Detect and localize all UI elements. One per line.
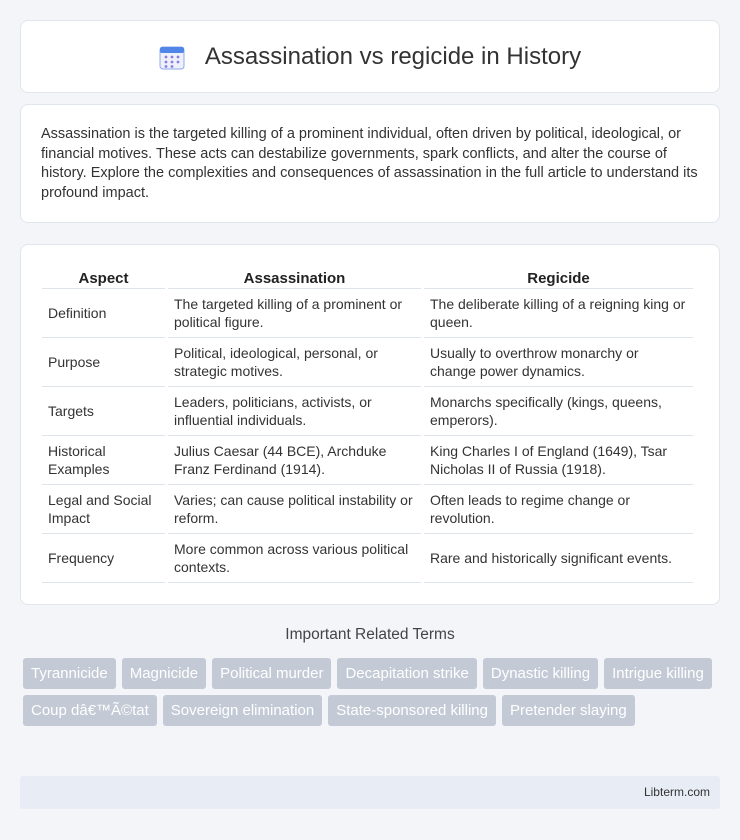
- comparison-table-card: [20, 244, 720, 605]
- related-term-tag[interactable]: Sovereign elimination: [163, 695, 322, 726]
- row-assassination: Leaders, politicians, activists, or influential individuals.: [168, 387, 421, 436]
- table-row: [42, 387, 693, 436]
- related-term-tag[interactable]: Intrigue killing: [604, 658, 712, 689]
- title-wrap: [159, 43, 581, 71]
- related-term-tag[interactable]: Magnicide: [122, 658, 206, 689]
- related-term-tag[interactable]: Political murder: [212, 658, 331, 689]
- row-aspect: Legal and Social Impact: [42, 485, 165, 534]
- related-term-tag[interactable]: Tyrannicide: [23, 658, 116, 689]
- table-row: [42, 338, 693, 387]
- row-aspect: Targets: [42, 387, 165, 436]
- footer-site-link[interactable]: Libterm.com: [643, 785, 710, 799]
- related-term-tag[interactable]: State-sponsored killing: [328, 695, 496, 726]
- row-regicide: Rare and historically significant events.: [424, 534, 693, 583]
- row-assassination: Political, ideological, personal, or strategic motives.: [168, 338, 421, 387]
- row-assassination: Varies; can cause political instability or reform.: [168, 485, 421, 534]
- header-regicide: Regicide: [424, 263, 693, 289]
- related-term-tag[interactable]: Pretender slaying: [502, 695, 635, 726]
- row-assassination: The targeted killing of a prominent or political figure.: [168, 289, 421, 338]
- header-aspect: Aspect: [42, 263, 165, 289]
- row-assassination: More common across various political contexts.: [168, 534, 421, 583]
- table-row: [42, 289, 693, 338]
- table-header-row: [42, 263, 693, 289]
- related-terms-title: Important Related Terms: [285, 626, 455, 643]
- intro-card: [20, 104, 720, 223]
- row-regicide: King Charles I of England (1649), Tsar Nicholas II of Russia (1918).: [424, 436, 693, 485]
- row-regicide: Often leads to regime change or revolution.: [424, 485, 693, 534]
- table-row: [42, 534, 693, 583]
- table-row: [42, 485, 693, 534]
- row-aspect: Historical Examples: [42, 436, 165, 485]
- page-title: Assassination vs regicide in History: [204, 42, 582, 70]
- row-aspect: Purpose: [42, 338, 165, 387]
- row-aspect: Definition: [42, 289, 165, 338]
- related-terms-tags: [23, 658, 723, 732]
- footer: [20, 776, 720, 809]
- table-row: [42, 436, 693, 485]
- related-term-tag[interactable]: Dynastic killing: [483, 658, 598, 689]
- intro-text: Assassination is the targeted killing of a prominent individual, often driven by political, ideological, or financial motives. These acts can destabilize governments, spark conflicts, and alter the course of history. Explore the complexities and consequences of assassination in the full article to understand its profound impact.: [41, 126, 698, 201]
- row-regicide: The deliberate killing of a reigning king or queen.: [424, 289, 693, 338]
- row-assassination: Julius Caesar (44 BCE), Archduke Franz Ferdinand (1914).: [168, 436, 421, 485]
- related-term-tag[interactable]: Decapitation strike: [337, 658, 476, 689]
- row-regicide: Usually to overthrow monarchy or change power dynamics.: [424, 338, 693, 387]
- header-card: [20, 20, 720, 93]
- row-regicide: Monarchs specifically (kings, queens, emperors).: [424, 387, 693, 436]
- row-aspect: Frequency: [42, 534, 165, 583]
- related-term-tag[interactable]: Coup dâ€™Ã©tat: [23, 695, 157, 726]
- comparison-table: [39, 263, 696, 583]
- header-assassination: Assassination: [168, 263, 421, 289]
- calendar-icon: [159, 44, 185, 70]
